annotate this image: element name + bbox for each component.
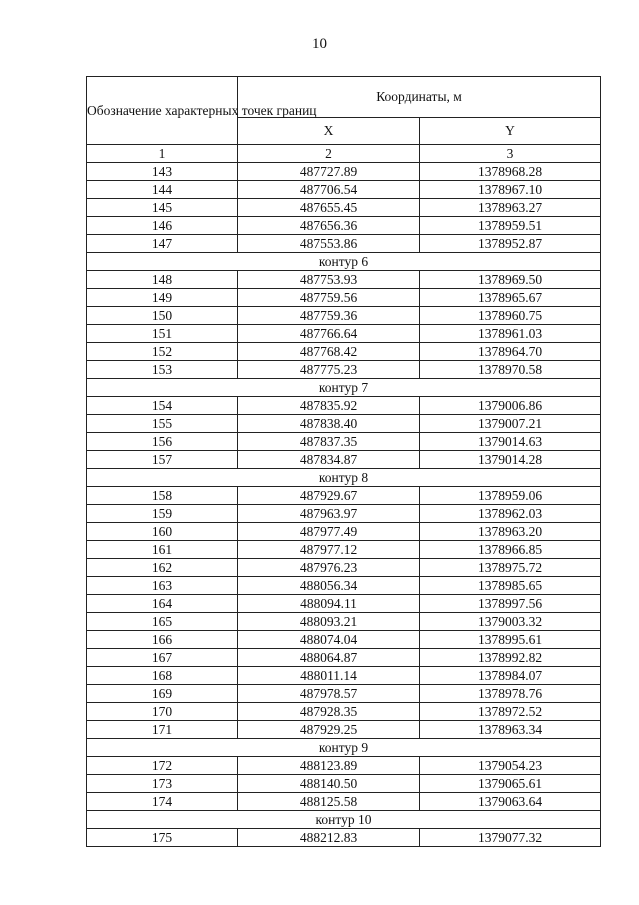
point-designation-header: Обозначение характерных точек границ xyxy=(87,77,238,145)
contour-label: контур 9 xyxy=(87,739,601,757)
x-coordinate-cell: 488064.87 xyxy=(238,649,420,667)
point-id-cell: 169 xyxy=(87,685,238,703)
table-row xyxy=(87,163,601,181)
table-row xyxy=(87,343,601,361)
y-coordinate-cell: 1379014.63 xyxy=(420,433,601,451)
point-id-cell: 149 xyxy=(87,289,238,307)
y-coordinate-cell: 1378975.72 xyxy=(420,559,601,577)
y-coordinate-cell: 1378959.51 xyxy=(420,217,601,235)
y-coordinate-cell: 1378961.03 xyxy=(420,325,601,343)
table-row xyxy=(87,577,601,595)
x-coordinate-cell: 487766.64 xyxy=(238,325,420,343)
contour-label: контур 10 xyxy=(87,811,601,829)
x-coordinate-cell: 487768.42 xyxy=(238,343,420,361)
table-row xyxy=(87,199,601,217)
x-coordinate-cell: 487977.49 xyxy=(238,523,420,541)
x-coordinate-cell: 487706.54 xyxy=(238,181,420,199)
x-coordinate-cell: 487553.86 xyxy=(238,235,420,253)
y-coordinate-cell: 1379063.64 xyxy=(420,793,601,811)
table-row xyxy=(87,523,601,541)
contour-row xyxy=(87,379,601,397)
contour-label: контур 7 xyxy=(87,379,601,397)
y-coordinate-cell: 1378984.07 xyxy=(420,667,601,685)
table-row xyxy=(87,397,601,415)
x-coordinate-cell: 487655.45 xyxy=(238,199,420,217)
point-id-cell: 154 xyxy=(87,397,238,415)
table-row xyxy=(87,757,601,775)
x-coordinate-cell: 488011.14 xyxy=(238,667,420,685)
coordinates-table xyxy=(86,76,601,847)
point-id-cell: 170 xyxy=(87,703,238,721)
table-row xyxy=(87,793,601,811)
y-coordinate-cell: 1378960.75 xyxy=(420,307,601,325)
column-number: 3 xyxy=(420,145,601,163)
y-coordinate-cell: 1378964.70 xyxy=(420,343,601,361)
x-coordinate-cell: 487929.25 xyxy=(238,721,420,739)
table-row xyxy=(87,271,601,289)
point-id-cell: 173 xyxy=(87,775,238,793)
table-row xyxy=(87,631,601,649)
x-coordinate-cell: 488125.58 xyxy=(238,793,420,811)
table-row xyxy=(87,667,601,685)
table-row xyxy=(87,649,601,667)
x-coordinate-cell: 487838.40 xyxy=(238,415,420,433)
table-row xyxy=(87,325,601,343)
point-id-cell: 156 xyxy=(87,433,238,451)
x-coordinate-cell: 487759.56 xyxy=(238,289,420,307)
y-coordinate-cell: 1379054.23 xyxy=(420,757,601,775)
table-row xyxy=(87,613,601,631)
y-coordinate-cell: 1378978.76 xyxy=(420,685,601,703)
x-coordinate-cell: 487929.67 xyxy=(238,487,420,505)
point-id-cell: 163 xyxy=(87,577,238,595)
contour-row xyxy=(87,253,601,271)
table-body xyxy=(87,163,601,847)
point-id-cell: 162 xyxy=(87,559,238,577)
y-coordinate-cell: 1378970.58 xyxy=(420,361,601,379)
contour-label: контур 6 xyxy=(87,253,601,271)
y-coordinate-cell: 1378959.06 xyxy=(420,487,601,505)
table-row xyxy=(87,703,601,721)
x-coordinate-cell: 487837.35 xyxy=(238,433,420,451)
y-coordinate-cell: 1378968.28 xyxy=(420,163,601,181)
x-coordinate-cell: 487775.23 xyxy=(238,361,420,379)
table-row xyxy=(87,415,601,433)
y-coordinate-cell: 1378965.67 xyxy=(420,289,601,307)
x-header: X xyxy=(238,118,420,145)
point-id-cell: 168 xyxy=(87,667,238,685)
y-coordinate-cell: 1378963.34 xyxy=(420,721,601,739)
y-coordinate-cell: 1378952.87 xyxy=(420,235,601,253)
table-row xyxy=(87,181,601,199)
y-coordinate-cell: 1379077.32 xyxy=(420,829,601,847)
x-coordinate-cell: 488123.89 xyxy=(238,757,420,775)
table-row xyxy=(87,541,601,559)
y-coordinate-cell: 1378985.65 xyxy=(420,577,601,595)
point-id-cell: 155 xyxy=(87,415,238,433)
point-id-cell: 165 xyxy=(87,613,238,631)
point-id-cell: 145 xyxy=(87,199,238,217)
y-coordinate-cell: 1378995.61 xyxy=(420,631,601,649)
x-coordinate-cell: 487978.57 xyxy=(238,685,420,703)
y-header: Y xyxy=(420,118,601,145)
point-id-cell: 174 xyxy=(87,793,238,811)
x-coordinate-cell: 487834.87 xyxy=(238,451,420,469)
table-row xyxy=(87,559,601,577)
point-id-cell: 146 xyxy=(87,217,238,235)
point-id-cell: 172 xyxy=(87,757,238,775)
y-coordinate-cell: 1378967.10 xyxy=(420,181,601,199)
point-id-cell: 160 xyxy=(87,523,238,541)
point-id-cell: 153 xyxy=(87,361,238,379)
x-coordinate-cell: 487963.97 xyxy=(238,505,420,523)
x-coordinate-cell: 487727.89 xyxy=(238,163,420,181)
table-row xyxy=(87,433,601,451)
x-coordinate-cell: 488140.50 xyxy=(238,775,420,793)
table-row xyxy=(87,721,601,739)
y-coordinate-cell: 1378962.03 xyxy=(420,505,601,523)
column-number: 1 xyxy=(87,145,238,163)
column-number: 2 xyxy=(238,145,420,163)
y-coordinate-cell: 1378969.50 xyxy=(420,271,601,289)
table-row xyxy=(87,595,601,613)
table-row xyxy=(87,361,601,379)
table-row xyxy=(87,685,601,703)
x-coordinate-cell: 487977.12 xyxy=(238,541,420,559)
x-coordinate-cell: 487656.36 xyxy=(238,217,420,235)
contour-row xyxy=(87,811,601,829)
table-row xyxy=(87,217,601,235)
x-coordinate-cell: 488093.21 xyxy=(238,613,420,631)
y-coordinate-cell: 1378963.20 xyxy=(420,523,601,541)
x-coordinate-cell: 487976.23 xyxy=(238,559,420,577)
y-coordinate-cell: 1379007.21 xyxy=(420,415,601,433)
x-coordinate-cell: 488074.04 xyxy=(238,631,420,649)
x-coordinate-cell: 487928.35 xyxy=(238,703,420,721)
point-id-cell: 150 xyxy=(87,307,238,325)
x-coordinate-cell: 488212.83 xyxy=(238,829,420,847)
point-id-cell: 166 xyxy=(87,631,238,649)
y-coordinate-cell: 1379003.32 xyxy=(420,613,601,631)
contour-row xyxy=(87,739,601,757)
point-id-cell: 152 xyxy=(87,343,238,361)
point-id-cell: 161 xyxy=(87,541,238,559)
point-id-cell: 157 xyxy=(87,451,238,469)
point-id-cell: 143 xyxy=(87,163,238,181)
x-coordinate-cell: 487835.92 xyxy=(238,397,420,415)
point-id-cell: 159 xyxy=(87,505,238,523)
table-row xyxy=(87,307,601,325)
point-id-cell: 151 xyxy=(87,325,238,343)
y-coordinate-cell: 1379065.61 xyxy=(420,775,601,793)
table-row xyxy=(87,829,601,847)
x-coordinate-cell: 487753.93 xyxy=(238,271,420,289)
point-id-cell: 164 xyxy=(87,595,238,613)
point-id-cell: 171 xyxy=(87,721,238,739)
table-row xyxy=(87,775,601,793)
table-row xyxy=(87,289,601,307)
point-id-cell: 147 xyxy=(87,235,238,253)
y-coordinate-cell: 1378997.56 xyxy=(420,595,601,613)
y-coordinate-cell: 1378972.52 xyxy=(420,703,601,721)
x-coordinate-cell: 488094.11 xyxy=(238,595,420,613)
point-id-cell: 175 xyxy=(87,829,238,847)
table-row xyxy=(87,505,601,523)
table-row xyxy=(87,451,601,469)
table-row xyxy=(87,235,601,253)
contour-label: контур 8 xyxy=(87,469,601,487)
y-coordinate-cell: 1378966.85 xyxy=(420,541,601,559)
y-coordinate-cell: 1378992.82 xyxy=(420,649,601,667)
x-coordinate-cell: 487759.36 xyxy=(238,307,420,325)
coordinates-header: Координаты, м xyxy=(238,77,601,118)
table-row xyxy=(87,487,601,505)
x-coordinate-cell: 488056.34 xyxy=(238,577,420,595)
contour-row xyxy=(87,469,601,487)
point-id-cell: 144 xyxy=(87,181,238,199)
page-number: 10 xyxy=(312,36,327,52)
point-id-cell: 167 xyxy=(87,649,238,667)
y-coordinate-cell: 1379006.86 xyxy=(420,397,601,415)
table-header xyxy=(87,77,601,163)
y-coordinate-cell: 1379014.28 xyxy=(420,451,601,469)
point-id-cell: 148 xyxy=(87,271,238,289)
y-coordinate-cell: 1378963.27 xyxy=(420,199,601,217)
point-id-cell: 158 xyxy=(87,487,238,505)
